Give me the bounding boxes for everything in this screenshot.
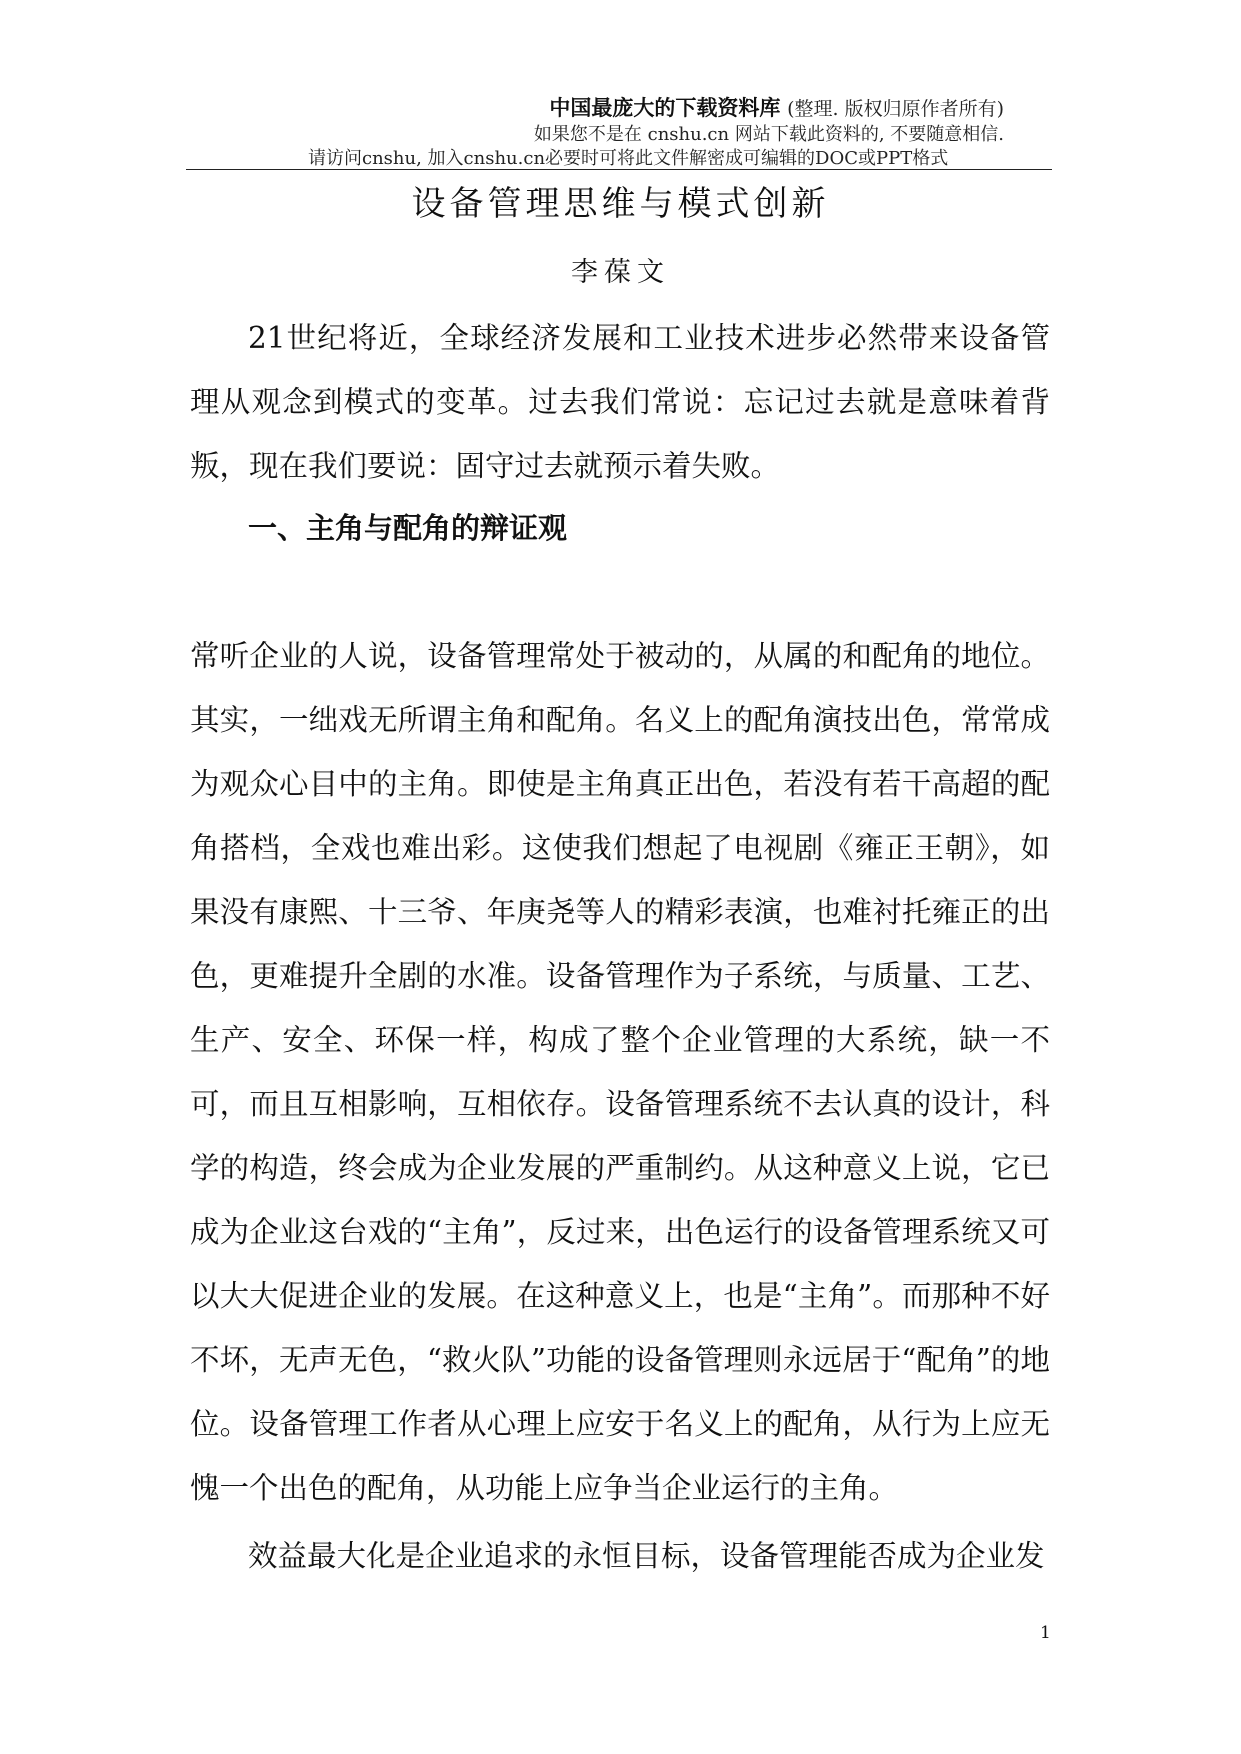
header-banner xyxy=(549,92,1004,122)
section-heading: 一、主角与配角的辩证观 xyxy=(248,511,568,545)
header-copyright-note: (整理. 版权归原作者所有) xyxy=(787,98,1004,120)
header-warning: 如果您不是在 cnshu.cn 网站下载此资料的, 不要随意相信. xyxy=(533,124,1004,145)
header-visit-note: 请访问cnshu, 加入cnshu.cn必要时可将此文件解密成可编辑的DOC或PPT格式 xyxy=(308,148,949,169)
header-site-name: 中国最庞大的下载资料库 xyxy=(549,96,781,120)
body-paragraph: 常听企业的人说，设备管理常处于被动的，从属的和配角的地位。其实，一绌戏无所谓主角和配角。名义上的配角演技出色，常常成为观众心目中的主角。即使是主角真正出色，若没有若干高超的配角搭档，全戏也难出彩。这使我们想起了电视剧《雍正王朝》，如果没有康熙、十三爷、年庚尧等人的精彩表演，也难衬托雍正的出色，更难提升全剧的水准。设备管理作为子系统，与质量、工艺、生产、安全、环保一样，构成了整个企业管理的大系统，缺一不可，而且互相影响，互相依存。设备管理系统不去认真的设计，科学的构造，终会成为企业发展的严重制约。从这种意义上说，它已成为企业这台戏的“主角”，反过来，出色运行的设备管理系统又可以大大促进企业的发展。在这种意义上，也是“主角”。而那种不好不坏，无声无色，“救火队”功能的设备管理则永远居于“配角”的地位。设备管理工作者从心理上应安于名义上的配角，从行为上应无愧一个出色的配角，从功能上应争当企业运行的主角。 xyxy=(190,639,1050,1505)
body-paragraph-continued: 效益最大化是企业追求的永恒目标，设备管理能否成为企业发 xyxy=(248,1539,1045,1573)
page-number: 1 xyxy=(1040,1623,1051,1643)
intro-paragraph: 21世纪将近，全球经济发展和工业技术进步必然带来设备管理从观念到模式的变革。过去我们常说：忘记过去就是意味着背叛，现在我们要说：固守过去就预示着失败。 xyxy=(190,321,1050,483)
document-title: 设备管理思维与模式创新 xyxy=(411,184,830,224)
header-divider xyxy=(186,169,1052,170)
document-author: 李葆文 xyxy=(571,257,670,288)
page-header xyxy=(186,84,1052,170)
